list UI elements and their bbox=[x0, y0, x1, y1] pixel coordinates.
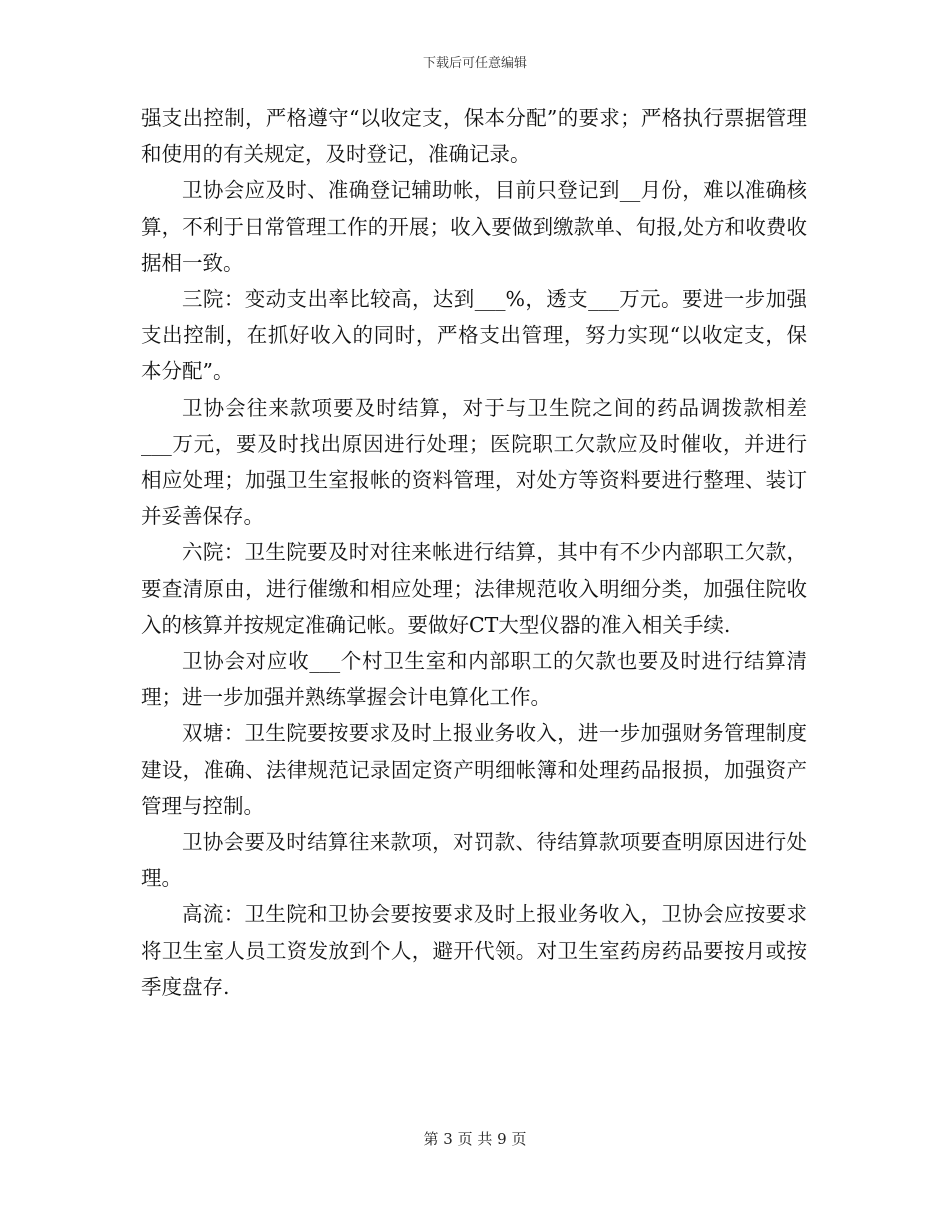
paragraph-9: 高流：卫生院和卫协会要按要求及时上报业务收入，卫协会应按要求将卫生室人员工资发放到个人，避开代领。对卫生室药房药品要按月或按季度盘存. bbox=[141, 902, 807, 999]
paragraph-7: 双塘：卫生院要按要求及时上报业务收入，进一步加强财务管理制度建设，准确、法律规范记录固定资产明细帐簿和处理药品报损，加强资产管理与控制。 bbox=[141, 721, 807, 818]
document-body bbox=[141, 100, 807, 1005]
page-header: 下载后可任意编辑 bbox=[422, 56, 527, 71]
paragraph-8: 卫协会要及时结算往来款项，对罚款、待结算款项要查明原因进行处理。 bbox=[141, 830, 807, 891]
paragraph-3: 三院：变动支出率比较高，达到___%，透支___万元。要进一步加强支出控制，在抓好收入的同时，严格支出管理，努力实现“以收定支，保本分配”。 bbox=[141, 287, 807, 384]
paragraph-4: 卫协会往来款项要及时结算，对于与卫生院之间的药品调拨款相差___万元，要及时找出原因进行处理；医院职工欠款应及时催收，并进行相应处理；加强卫生室报帐的资料管理，对处方等资料要进行整理、装订并妥善保存。 bbox=[141, 395, 807, 529]
paragraph-5: 六院：卫生院要及时对往来帐进行结算，其中有不少内部职工欠款，要查清原由，进行催缴和相应处理；法律规范收入明细分类，加强住院收入的核算并按规定准确记帐。要做好CT大型仪器的准入相关手续. bbox=[141, 540, 807, 637]
page-number: 第 3 页 共 9 页 bbox=[423, 1130, 527, 1148]
paragraph-2: 卫协会应及时、准确登记辅助帐，目前只登记到__月份，难以准确核算，不利于日常管理工作的开展；收入要做到缴款单、旬报,处方和收费收据相一致。 bbox=[141, 178, 807, 275]
paragraph-6: 卫协会对应收___个村卫生室和内部职工的欠款也要及时进行结算清理；进一步加强并熟练掌握会计电算化工作。 bbox=[141, 649, 807, 710]
paragraph-1: 强支出控制，严格遵守“以收定支，保本分配”的要求；严格执行票据管理和使用的有关规定，及时登记，准确记录。 bbox=[141, 106, 807, 167]
